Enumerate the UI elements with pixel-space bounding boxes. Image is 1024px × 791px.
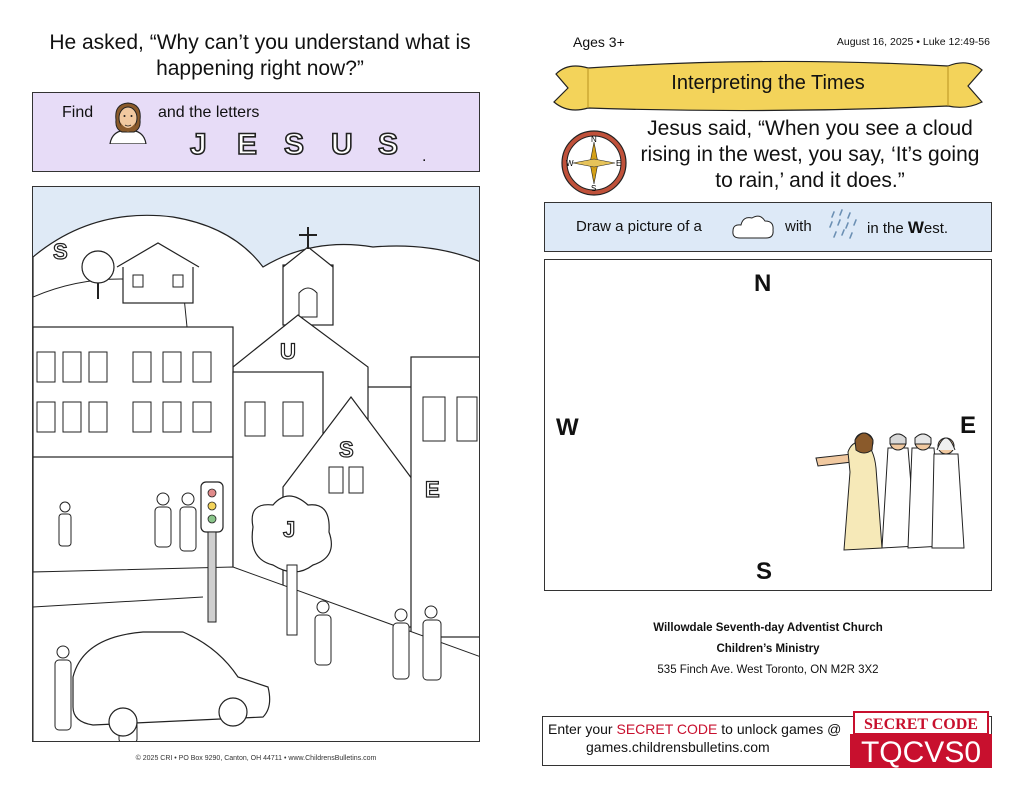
games-site-link[interactable]: games.childrensbulletins.com [586,739,770,755]
secret-code-stamp [848,710,992,768]
letter-e: E [237,128,258,161]
jesus-face-icon [104,98,152,144]
find-label: Find [62,104,94,121]
letter-s2: S [378,128,399,161]
direction-west: W [556,414,579,441]
stamp-title: SECRET CODE [864,716,978,733]
town-illustration [33,187,480,742]
direction-north: N [754,270,772,297]
instruction-part3 [867,218,948,238]
instruction-west-initial: W [907,218,924,237]
letter-j: J [190,128,207,161]
instruction-west-rest: est. [923,220,949,237]
find-after-label: and the letters [158,104,260,121]
jesus-letters [190,128,425,162]
secret-code-value: TQCVS0 [860,736,982,768]
letters-period: . [422,148,427,165]
page-title: Interpreting the Times [671,72,865,94]
compass-e: E [616,159,622,168]
ages-label: Ages 3+ [573,34,625,50]
instruction-part1: Draw a picture of a [576,218,702,235]
left-verse: He asked, “Why can’t you understand what is happening right now?” [49,31,471,80]
compass-w: W [566,159,574,168]
compass-n: N [591,135,597,144]
town-scene [32,186,480,742]
church-info [544,618,992,681]
letter-s1: S [284,128,305,161]
church-name: Willowdale Seventh-day Adventist Church [653,622,883,634]
direction-east: E [960,412,977,439]
code-prefix: Enter your [548,721,613,737]
instruction-part2: with [785,218,812,235]
church-address: 535 Finch Ave. West Toronto, ON M2R 3X2 [657,664,879,676]
scene-letter-e: E [425,477,440,502]
cloud-icon [730,210,776,244]
secret-code-instruction [548,721,841,737]
scene-letter-s1: S [53,239,68,264]
rain-icon [826,208,862,244]
letter-u: U [331,128,353,161]
instruction-in-the: in the [867,220,904,237]
compass-icon [558,128,630,198]
right-verse: Jesus said, “When you see a cloud rising in the west, you say, ‘It’s going to rain,’ and it does.” [640,117,980,192]
left-footer: © 2025 CRI • PO Box 9290, Canton, OH 44711 • www.ChildrensBulletins.com [135,755,377,762]
code-secret-label: SECRET CODE [616,721,718,737]
code-suffix: to unlock games @ [721,721,842,737]
compass-s: S [591,184,597,193]
scene-letter-u: U [280,339,296,364]
scene-letter-s2: S [339,437,354,462]
direction-south: S [756,558,773,585]
scene-letter-j: J [283,517,296,542]
jesus-and-crowd-illustration [812,428,968,558]
church-ministry: Children’s Ministry [716,643,820,655]
date-reference: August 16, 2025 • Luke 12:49-56 [836,36,990,48]
